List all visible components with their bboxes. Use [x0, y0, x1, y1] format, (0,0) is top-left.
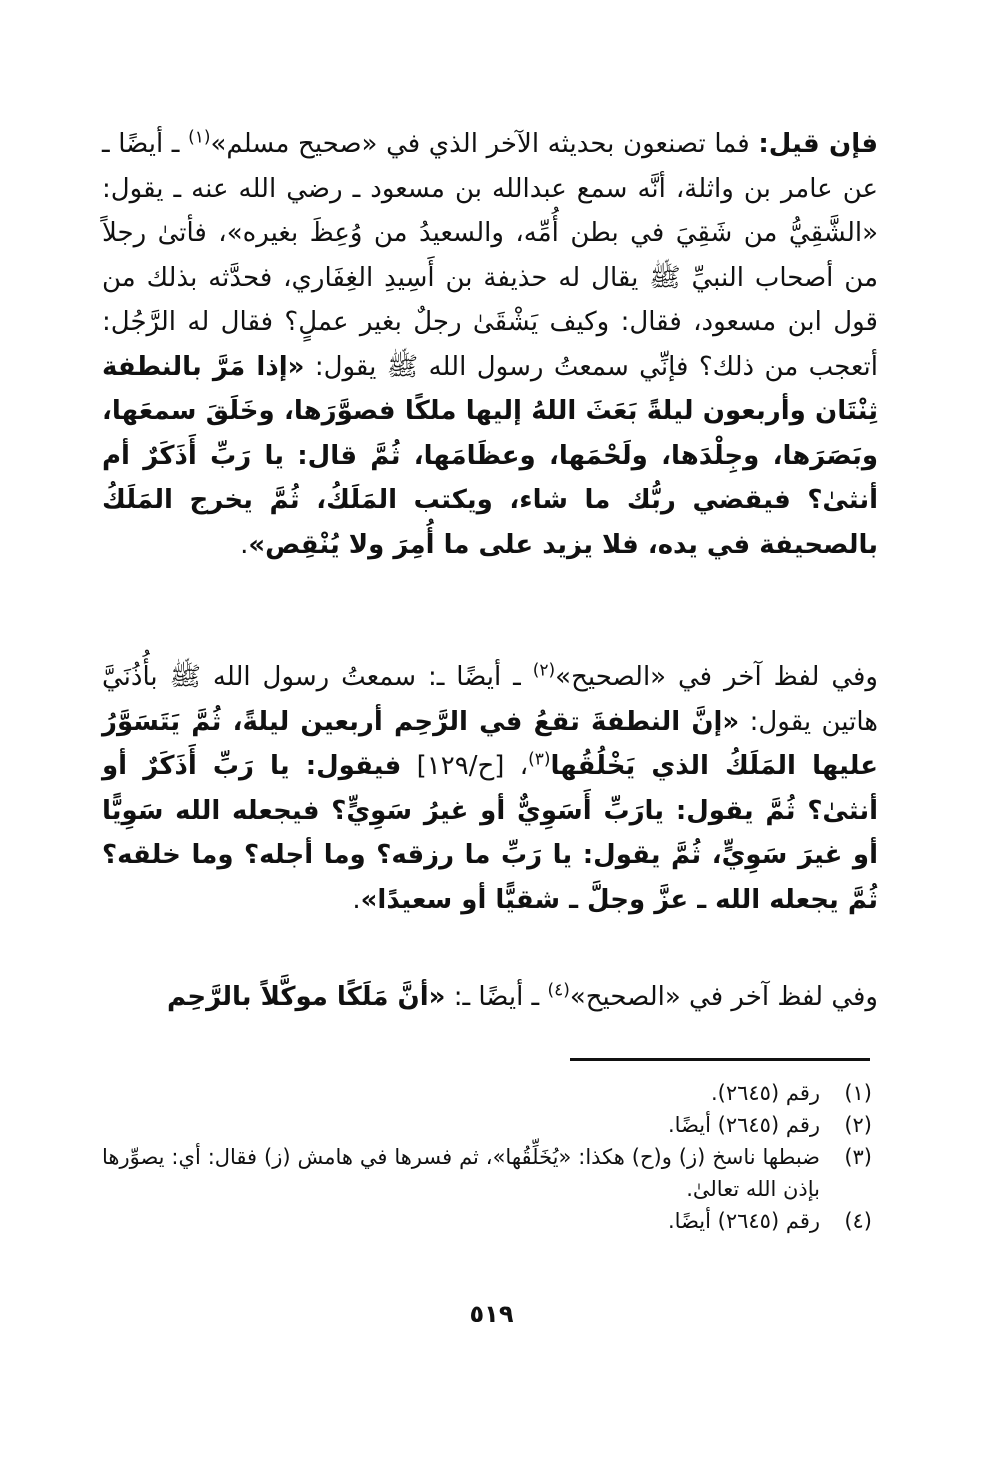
paragraph-end: .: [352, 884, 361, 915]
hadith-quote: «أنَّ مَلَكًا موكَّلاً بالرَّحِم: [166, 982, 446, 1012]
paragraph-text: فما تصنعون بحديثه الآخر الذي في «صحيح مسلم»: [210, 129, 759, 159]
footnote-number: (٤): [844, 1209, 872, 1233]
paragraph-text: وفي لفظ آخر في «الصحيح»: [569, 982, 878, 1012]
footnote-item: [102, 1077, 872, 1109]
footnote-number: (١): [844, 1081, 872, 1105]
page-number: ٥١٩: [469, 1300, 514, 1328]
footnote-item: [102, 1141, 872, 1205]
manuscript-marker: ، [ح/١٢٩]: [401, 751, 529, 781]
paragraph-lead: فإن قيل:: [758, 129, 878, 159]
footnote-text: رقم (٢٦٤٥).: [710, 1081, 820, 1105]
footnote-ref-1[interactable]: (١): [188, 127, 211, 148]
hadith-quote: «إذا مَرَّ بالنطفة ثِنْتَان وأربعون ليلةً بَعَثَ اللهُ إليها ملكًا فصوَّرَها، وخَلَقَ سمعَها، وبَصَرَها، وجِلْدَها، ولَحْمَها، وعظَامَها، ثُمَّ قال: يا رَبِّ أَذَكَرٌ أم أنثىٰ؟ فيقضي ربُّك ما شاء، ويكتب المَلَكُ، ثُمَّ يخرج المَلَكُ بالصحيفة في يده، فلا يزيد على ما أُمِرَ ولا يُنْقِص»: [102, 351, 878, 560]
footnote-text: رقم (٢٦٤٥) أيضًا.: [668, 1209, 820, 1233]
footnote-text: رقم (٢٦٤٥) أيضًا.: [668, 1113, 820, 1137]
hadith-quote: فيقول: يا رَبِّ أَذَكَرٌ أو أنثىٰ؟ ثُمَّ يقول: يارَبِّ أَسَوِيٌّ أو غيرُ سَوِيٍّ؟ فيجعله الله سَوِيًّا أو غيرَ سَوِيٍّ، ثُمَّ يقول: يا رَبِّ ما رزقه؟ وما أجله؟ وما خلقه؟ ثُمَّ يجعله الله ـ عزَّ وجلَّ ـ شقيًّا أو سعيدًا»: [102, 751, 878, 915]
hadith-quote: «إنَّ النطفةَ تقعُ في الرَّحِم أربعين ليلةً، ثُمَّ يَتَسَوَّرُ عليها المَلَكُ الذي يَخْلُقُها: [102, 706, 878, 781]
footnote-ref-2[interactable]: (٢): [532, 660, 556, 681]
footnote-number: (٣): [844, 1145, 872, 1169]
paragraph-text: وفي لفظ آخر في «الصحيح»: [555, 662, 878, 692]
footnote-ref-4[interactable]: (٤): [547, 980, 570, 1001]
paragraph-end: .: [240, 529, 249, 560]
footnote-item: [102, 1109, 872, 1141]
paragraph-text: ـ أيضًا ـ:: [445, 982, 548, 1012]
paragraph-2: [102, 655, 878, 922]
footnotes: [102, 1077, 872, 1237]
footnote-ref-3[interactable]: (٣): [528, 749, 551, 770]
footnote-text: ضبطها ناسخ (ز) و(ح) هكذا: «يُخَلِّقُها»، ثم فسرها في هامش (ز) فقال: أي: يصوِّرها بإذن الله تعالىٰ.: [102, 1145, 820, 1201]
footnote-item: [102, 1205, 872, 1237]
paragraph-text: ـ أيضًا ـ: سمعتُ رسول الله ﷺ بأُذُنَيَّ هاتين يقول:: [102, 662, 878, 737]
paragraph-text: ـ أيضًا ـ عن عامر بن واثلة، أنَّه سمع عبدالله بن مسعود ـ رضي الله عنه ـ يقول: «الشَّقِيُّ من شَقِيَ في بطن أُمِّه، والسعيدُ من وُعِظَ بغيره»، فأتىٰ رجلاً من أصحاب النبيِّ ﷺ يقال له حذيفة بن أَسِيدِ الغِفَاري، فحدَّثه بذلك من قول ابن مسعود، فقال: وكيف يَشْقَىٰ رجلٌ بغير عملٍ؟ فقال له الرَّجُل: أتعجب من ذلك؟ فإنِّي سمعتُ رسول الله ﷺ يقول:: [102, 129, 879, 382]
paragraph-3: [102, 975, 878, 1020]
paragraph-1: [102, 122, 878, 567]
footnote-divider: [570, 1058, 870, 1061]
footnote-number: (٢): [844, 1113, 872, 1137]
